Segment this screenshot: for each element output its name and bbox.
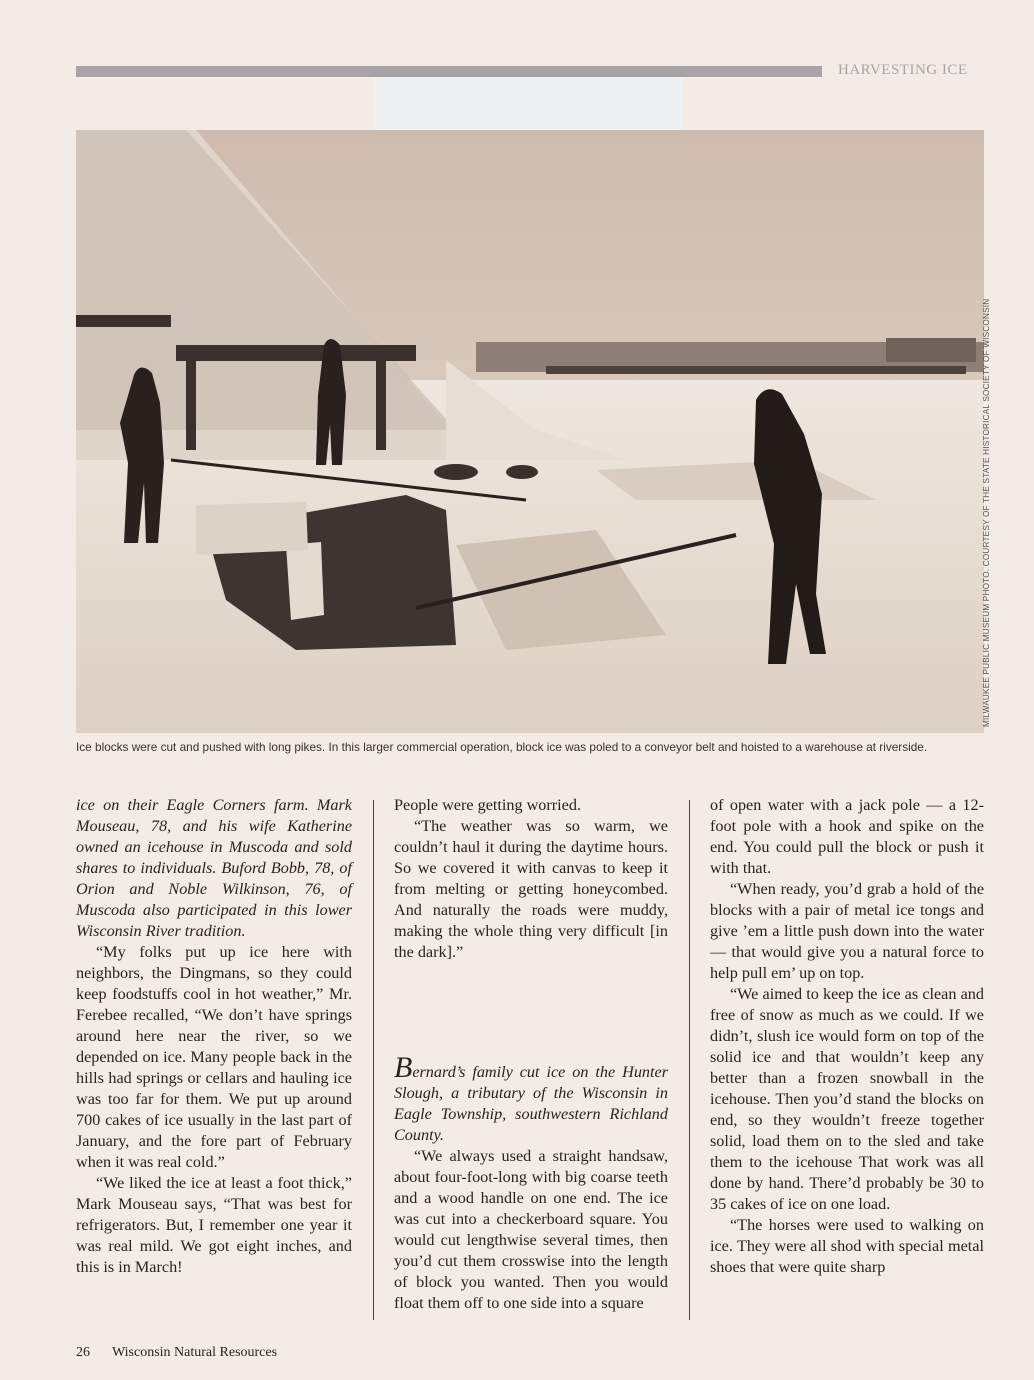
article-column-1 [76,795,352,1278]
col1-paragraph-1: “My folks put up ice here with neighbors, the Dingmans, so they could keep foodstuffs cool in hot weather,” Mr. Ferebee recalled, “We don’t have springs around here near the river, so we depended on ice. Many people back in the hills had springs or cellars and hauling ice was too far for them. We put up around 700 cakes of ice usually in the last part of January, and the fore part of February when it was real cold.” [76,943,352,1171]
col2-paragraph-1: People were getting worried. [394,796,581,814]
col1-intro: ice on their Eagle Corners farm. Mark Mouseau, 78, and his wife Katherine owned an icehouse in Muscoda and sold shares to individuals. Buford Bobb, 78, of Orion and Noble Wilkinson, 76, of Muscoda also participated in this lower Wisconsin River tradition. [76,796,352,940]
drop-cap: B [394,1051,413,1084]
publication-name: Wisconsin Natural Resources [112,1345,278,1360]
article-column-2 [394,795,668,1314]
ice-harvest-photo [76,130,984,733]
section-title: HARVESTING ICE [838,62,968,78]
article-column-3 [710,795,984,1278]
col1-paragraph-2: “We liked the ice at least a foot thick,” Mark Mouseau says, “That was best for refrigerators. But, I remember one year it was real mild. We got eight inches, and this is in March! [76,1174,352,1276]
col2-intro-text: ernard’s family cut ice on the Hunter Slough, a tributary of the Wisconsin in Eagle Township, southwestern Richland County. [394,1063,668,1144]
photo-caption: Ice blocks were cut and pushed with long pikes. In this larger commercial operation, block ice was poled to a conveyor belt and hoisted to a warehouse at riverside. [76,740,928,754]
col3-paragraph-3: “We aimed to keep the ice as clean and free of snow as much as we could. If we didn’t, slush ice would form on top of the solid ice and that wouldn’t keep any better than a frozen snowball in the icehouse. Then you’d stand the blocks on end, so they wouldn’t freeze together solid, load them on to the sled and take them to the icehouse That work was all done by hand. There’d probably be 30 to 35 cakes of ice on one load. [710,985,984,1213]
header-tab-block [373,77,683,130]
col2-paragraph-2: “The weather was so warm, we couldn’t haul it during the daytime hours. So we covered it with canvas to keep it from melting or getting honeycombed. And naturally the roads were muddy, making the whole thing very difficult [in the dark].” [394,817,668,961]
page-footer [76,1345,277,1361]
column-divider-2 [689,800,690,1320]
column-divider-1 [373,800,374,1320]
col2-spacer [394,963,668,1057]
col3-paragraph-2: “When ready, you’d grab a hold of the blocks with a pair of metal ice tongs and give ’em a little push down into the water — that would give you a natural force to help pull em’ up on top. [710,880,984,982]
col3-paragraph-4: “The horses were used to walking on ice. They were all shod with special metal shoes that were quite sharp [710,1216,984,1276]
page-number: 26 [76,1345,90,1360]
col3-paragraph-1: of open water with a jack pole — a 12-foot pole with a hook and spike on the end. You could pull the block or push it with that. [710,796,984,877]
header-rule [76,66,822,77]
col2-intro [394,1051,668,1146]
col2-paragraph-3: “We always used a straight handsaw, about four-foot-long with big coarse teeth and a wood handle on one end. The ice was cut into a checkerboard square. You would cut lengthwise several times, then you’d cut them crosswise into the length of block you wanted. Then you would float them off to one side into a square [394,1147,668,1312]
photo-credit: MILWAUKEE PUBLIC MUSEUM PHOTO. COURTESY OF THE STATE HISTORICAL SOCIETY OF WISCONSIN [982,298,991,727]
